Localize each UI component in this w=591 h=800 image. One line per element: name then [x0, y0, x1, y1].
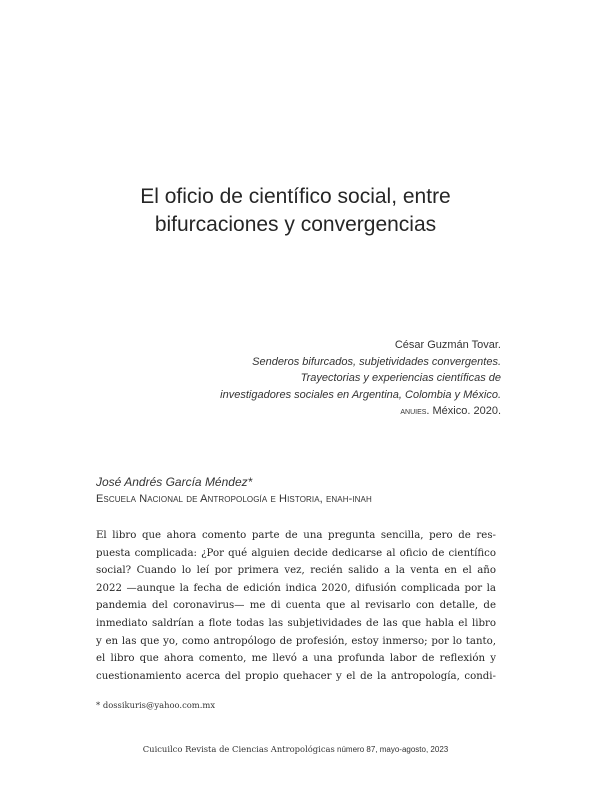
reviewed-book-publication — [220, 403, 501, 421]
reviewed-book-title-line-3: investigadores sociales en Argentina, Colombia y México. — [220, 388, 501, 401]
review-author-name: José Andrés García Méndez* — [96, 475, 253, 489]
reviewed-book-publisher: anuies — [400, 406, 427, 417]
review-body-paragraph — [96, 527, 496, 685]
body-line: inmediato saldrían a flote todas las subjetividades de las que habla el libro — [96, 617, 496, 629]
journal-name: Cuicuilco Revista de Ciencias Antropológicas — [142, 744, 335, 754]
page-footer — [0, 743, 591, 756]
article-title-line-2: bifurcaciones y convergencias — [154, 213, 437, 236]
review-author-institution: Escuela Nacional de Antropología e Historia, enah-inah — [96, 493, 372, 505]
body-line: El libro que ahora comento parte de una pregunta sencilla, pero de res- — [96, 530, 496, 541]
footnote: * dossikuris@yahoo.com.mx — [96, 700, 216, 710]
reviewed-book-place-year: . México. 2020. — [426, 405, 501, 417]
article-title-line-1: El oficio de científico social, entre — [140, 185, 451, 208]
body-line: pandemia del coronavirus— me di cuenta que al revisarlo con detalle, de — [96, 600, 496, 612]
body-line: puesta complicada: ¿Por qué alguien decide dedicarse al oficio de científico — [96, 547, 496, 559]
reviewed-book-title-line-1: Senderos bifurcados, subjetividades convergentes. — [252, 355, 501, 368]
reviewed-book-title-line-2: Trayectorias y experiencias científicas de — [300, 372, 501, 384]
body-line: cuestionamiento acerca del propio quehacer y el de la antropología, condi- — [96, 670, 496, 682]
body-line: el libro que ahora comento, me llevó a una profunda labor de reflexión y — [96, 653, 496, 665]
body-line: 2022 —aunque la fecha de edición indica 2020, difusión complicada por la — [96, 582, 496, 594]
body-line: y en las que yo, como antropólogo de profesión, estoy inmerso; por lo tanto, — [96, 635, 496, 647]
review-author-block — [96, 474, 372, 508]
journal-issue: número 87, mayo-agosto, 2023 — [334, 745, 449, 754]
body-line: social? Cuando lo leí por primera vez, recién salido a la venta en el año — [96, 565, 496, 577]
article-title — [40, 183, 551, 239]
reviewed-book-author: César Guzmán Tovar. — [394, 339, 501, 351]
reviewed-book-reference — [220, 337, 501, 421]
